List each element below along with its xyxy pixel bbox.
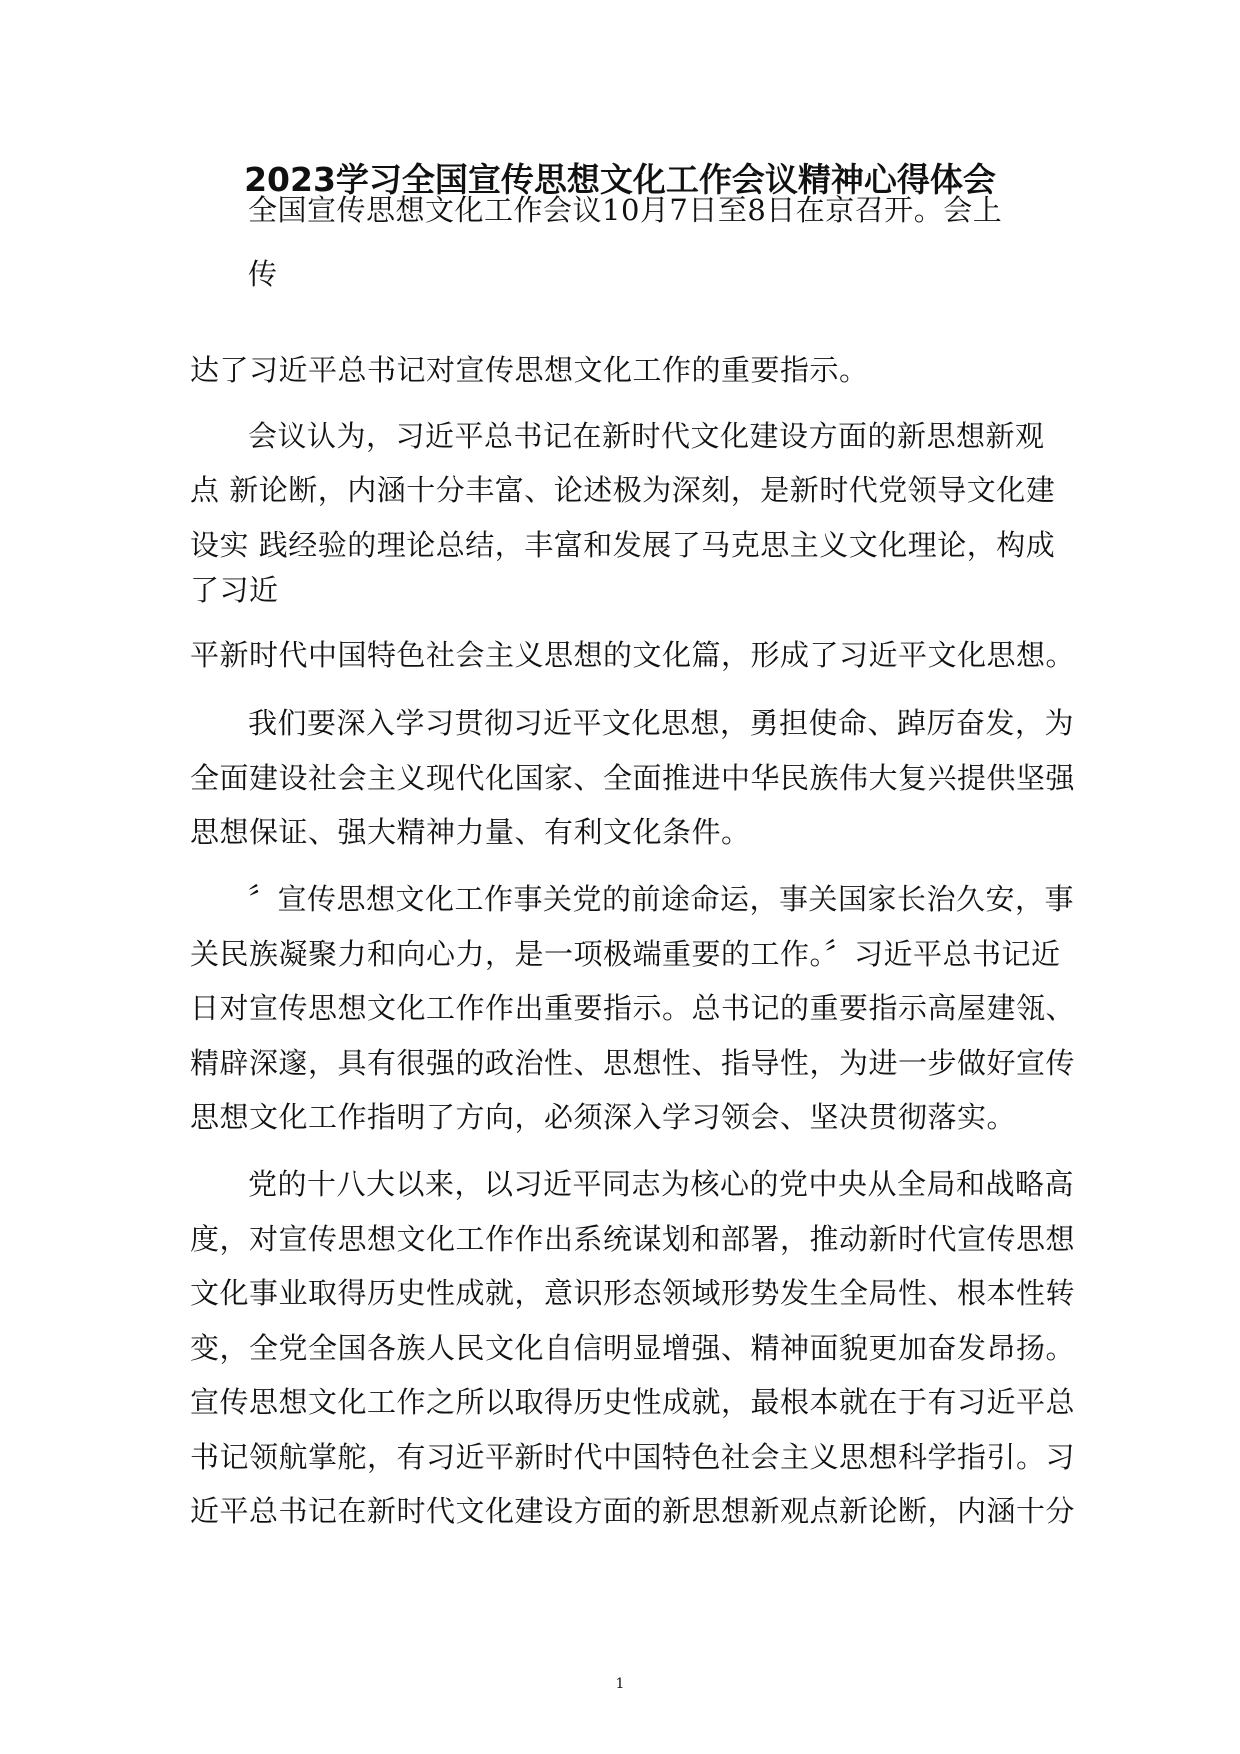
- text-line: 会议认为，习近平总书记在新时代文化建设方面的新思想新观: [248, 419, 1045, 453]
- text-line: 精辟深邃，具有很强的政治性、思想性、指导性，为进一步做好宣传: [190, 1046, 1076, 1080]
- text-line: 宣传思想文化工作之所以取得历史性成就，最根本就在于有习近平总: [190, 1385, 1076, 1419]
- text-line: 书记领航掌舵，有习近平新时代中国特色社会主义思想科学指引。习: [190, 1440, 1076, 1474]
- text-line: 近平总书记在新时代文化建设方面的新思想新观点新论断，内涵十分: [190, 1494, 1076, 1528]
- text-line: 文化事业取得历史性成就，意识形态领域形势发生全局性、根本性转: [190, 1276, 1076, 1310]
- document-title: 2023学习全国宣传思想文化工作会议精神心得体会: [244, 160, 996, 199]
- text-line: 党的十八大以来，以习近平同志为核心的党中央从全局和战略高: [248, 1167, 1075, 1201]
- text-line: 关民族凝聚力和向心力，是一项极端重要的工作。〞习近平总书记近: [190, 937, 1061, 971]
- text-line: 度，对宣传思想文化工作作出系统谋划和部署，推动新时代宣传思想: [190, 1222, 1076, 1256]
- text-line: 〞宣传思想文化工作事关党的前途命运，事关国家长治久安，事: [248, 882, 1075, 916]
- page-number: 1: [615, 1676, 625, 1692]
- text-line: 全国宣传思想文化工作会议10月7日至8日在京召开。会上: [248, 193, 1003, 227]
- text-line: 了习近: [190, 573, 279, 607]
- text-line: 思想文化工作指明了方向，必须深入学习领会、坚决贯彻落实。: [190, 1100, 1017, 1134]
- text-line: 点 新论断，内涵十分丰富、论述极为深刻，是新时代党领导文化建: [190, 473, 1056, 507]
- text-line: 日对宣传思想文化工作作出重要指示。总书记的重要指示高屋建瓴、: [190, 991, 1076, 1025]
- text-line: 思想保证、强大精神力量、有利文化条件。: [190, 815, 751, 849]
- text-line: 达了习近平总书记对宣传思想文化工作的重要指示。: [190, 353, 869, 387]
- text-line: 变，全党全国各族人民文化自信明显增强、精神面貌更加奋发昂扬。: [190, 1331, 1076, 1365]
- text-line: 传: [248, 257, 278, 291]
- text-line: 全面建设社会主义现代化国家、全面推进中华民族伟大复兴提供坚强: [190, 761, 1076, 795]
- text-line: 平新时代中国特色社会主义思想的文化篇，形成了习近平文化思想。: [190, 638, 1076, 672]
- text-line: 我们要深入学习贯彻习近平文化思想，勇担使命、踔厉奋发，为: [248, 706, 1075, 740]
- text-line: 设实 践经验的理论总结，丰富和发展了马克思主义文化理论，构成: [190, 528, 1056, 562]
